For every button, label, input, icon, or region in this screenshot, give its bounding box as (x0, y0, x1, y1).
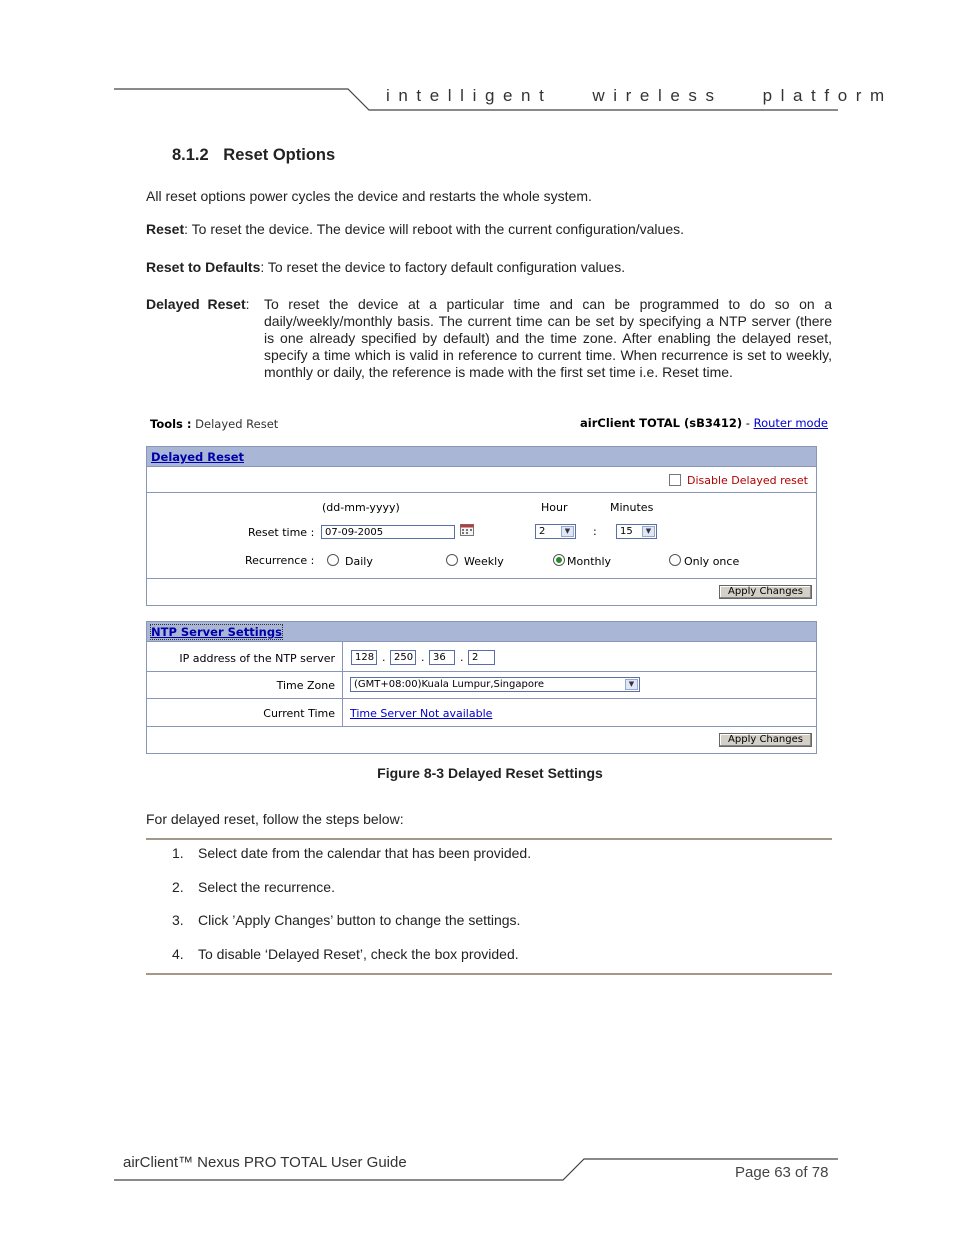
ntp-ip-octet-4[interactable]: 2 (468, 650, 495, 665)
date-format-hint: (dd-mm-yyyy) (322, 501, 400, 514)
current-time-label: Current Time (263, 707, 335, 720)
time-zone-select[interactable] (350, 677, 640, 692)
ip-dot: . (460, 651, 464, 664)
recurrence-radio-only-once[interactable] (669, 554, 681, 566)
row-divider (147, 578, 816, 579)
recurrence-option-daily: Daily (345, 555, 373, 568)
reset-term: Reset (146, 221, 185, 237)
step-number: 4. (172, 946, 184, 962)
ntp-ip-octet-1[interactable]: 128 (351, 650, 377, 665)
hour-value: 2 (539, 526, 546, 537)
section-heading (172, 146, 335, 165)
step-text: To disable ‘Delayed Reset’, check the box provided. (198, 946, 519, 962)
ntp-ip-row (147, 643, 816, 670)
time-colon: : (593, 525, 597, 538)
calendar-icon[interactable] (460, 523, 474, 536)
time-zone-value: (GMT+08:00)Kuala Lumpur,Singapore (354, 679, 544, 690)
header-tagline: intelligent wireless platform (386, 86, 893, 105)
step-number: 3. (172, 912, 184, 928)
minutes-label: Minutes (610, 501, 654, 514)
tools-breadcrumb (150, 417, 278, 431)
delayed-apply-changes-button[interactable]: Apply Changes (719, 585, 812, 599)
time-zone-label: Time Zone (276, 679, 335, 692)
ntp-panel-header (147, 622, 816, 642)
delayed-reset-panel (146, 446, 817, 606)
defaults-paragraph (146, 259, 625, 275)
reset-time-label: Reset time : (248, 526, 315, 539)
ntp-ip-label: IP address of the NTP server (179, 652, 335, 665)
figure-caption: Figure 8-3 Delayed Reset Settings (377, 765, 603, 781)
product-separator: - (742, 416, 754, 430)
step-text: Select date from the calendar that has been provided. (198, 845, 532, 861)
product-info (580, 416, 828, 430)
delayed-reset-title-link[interactable]: Delayed Reset (151, 450, 245, 464)
section-number: 8.1.2 (172, 146, 209, 164)
delayed-reset-panel-header (147, 447, 816, 467)
minutes-value: 15 (620, 526, 633, 537)
section-title: Reset Options (223, 146, 336, 164)
steps-bottom-rule (146, 973, 832, 975)
delayed-desc: To reset the device at a particular time and can be programmed to do so on a daily/weekly/monthly basis. The current time can be set by specifying a NTP server (there is one already specified by default) and the time zone. After enabling the delayed reset, specify a time which is valid in reference to current time. When recurrence is set to weekly, monthly or daily, the reference is made with the first set time i.e. Reset time. (264, 296, 832, 380)
disable-delayed-reset-label: Disable Delayed reset (687, 474, 808, 487)
footer-page-number: Page 63 of 78 (735, 1164, 829, 1181)
router-mode-link[interactable]: Router mode (753, 416, 828, 430)
tools-page: Delayed Reset (195, 417, 279, 431)
ntp-ip-octet-2[interactable]: 250 (390, 650, 416, 665)
defaults-term: Reset to Defaults (146, 259, 261, 275)
time-zone-row (147, 672, 816, 698)
recurrence-radio-weekly[interactable] (446, 554, 458, 566)
step-number: 2. (172, 879, 184, 895)
recurrence-option-only-once: Only once (684, 555, 740, 568)
recurrence-option-weekly: Weekly (464, 555, 504, 568)
list-item (172, 845, 531, 861)
disable-delayed-reset-checkbox[interactable] (669, 474, 681, 486)
hour-select[interactable] (535, 524, 576, 539)
recurrence-radio-monthly[interactable] (553, 554, 565, 566)
ip-dot: . (421, 651, 425, 664)
tools-label: Tools : (150, 417, 192, 431)
current-time-row (147, 699, 816, 726)
ip-dot: . (382, 651, 386, 664)
minutes-select[interactable] (616, 524, 657, 539)
list-item (172, 912, 520, 928)
steps-top-rule (146, 838, 832, 840)
reset-date-input[interactable]: 07-09-2005 (321, 525, 455, 539)
ntp-settings-title-link[interactable]: NTP Server Settings (151, 625, 282, 639)
delayed-term (146, 296, 250, 312)
ntp-ip-octet-3[interactable]: 36 (429, 650, 455, 665)
product-name: airClient TOTAL (sB3412) (580, 416, 743, 430)
step-number: 1. (172, 845, 184, 861)
step-text: Click ’Apply Changes’ button to change the settings. (198, 912, 521, 928)
intro-paragraph: All reset options power cycles the device and restarts the whole system. (146, 188, 592, 204)
row-divider (147, 726, 816, 727)
list-item (172, 946, 519, 962)
delayed-term-text: Delayed Reset (146, 296, 246, 312)
chevron-down-icon: ▼ (561, 526, 574, 537)
hour-label: Hour (541, 501, 568, 514)
ntp-apply-changes-button[interactable]: Apply Changes (719, 733, 812, 747)
reset-desc: : To reset the device. The device will reboot with the current configuration/values. (184, 221, 685, 237)
recurrence-radio-daily[interactable] (327, 554, 339, 566)
recurrence-option-monthly: Monthly (567, 555, 612, 568)
chevron-down-icon: ▼ (625, 679, 638, 690)
defaults-desc: : To reset the device to factory default configuration values. (260, 259, 626, 275)
list-item (172, 879, 335, 895)
row-divider (147, 492, 816, 493)
chevron-down-icon: ▼ (642, 526, 655, 537)
current-time-value-link[interactable]: Time Server Not available (350, 707, 493, 720)
step-text: Select the recurrence. (198, 879, 335, 895)
ntp-settings-panel (146, 621, 817, 754)
steps-intro: For delayed reset, follow the steps below: (146, 811, 404, 827)
reset-paragraph (146, 221, 684, 237)
recurrence-label: Recurrence : (245, 554, 315, 567)
delayed-colon: : (245, 296, 250, 312)
footer-guide-title: airClient™ Nexus PRO TOTAL User Guide (123, 1154, 407, 1171)
